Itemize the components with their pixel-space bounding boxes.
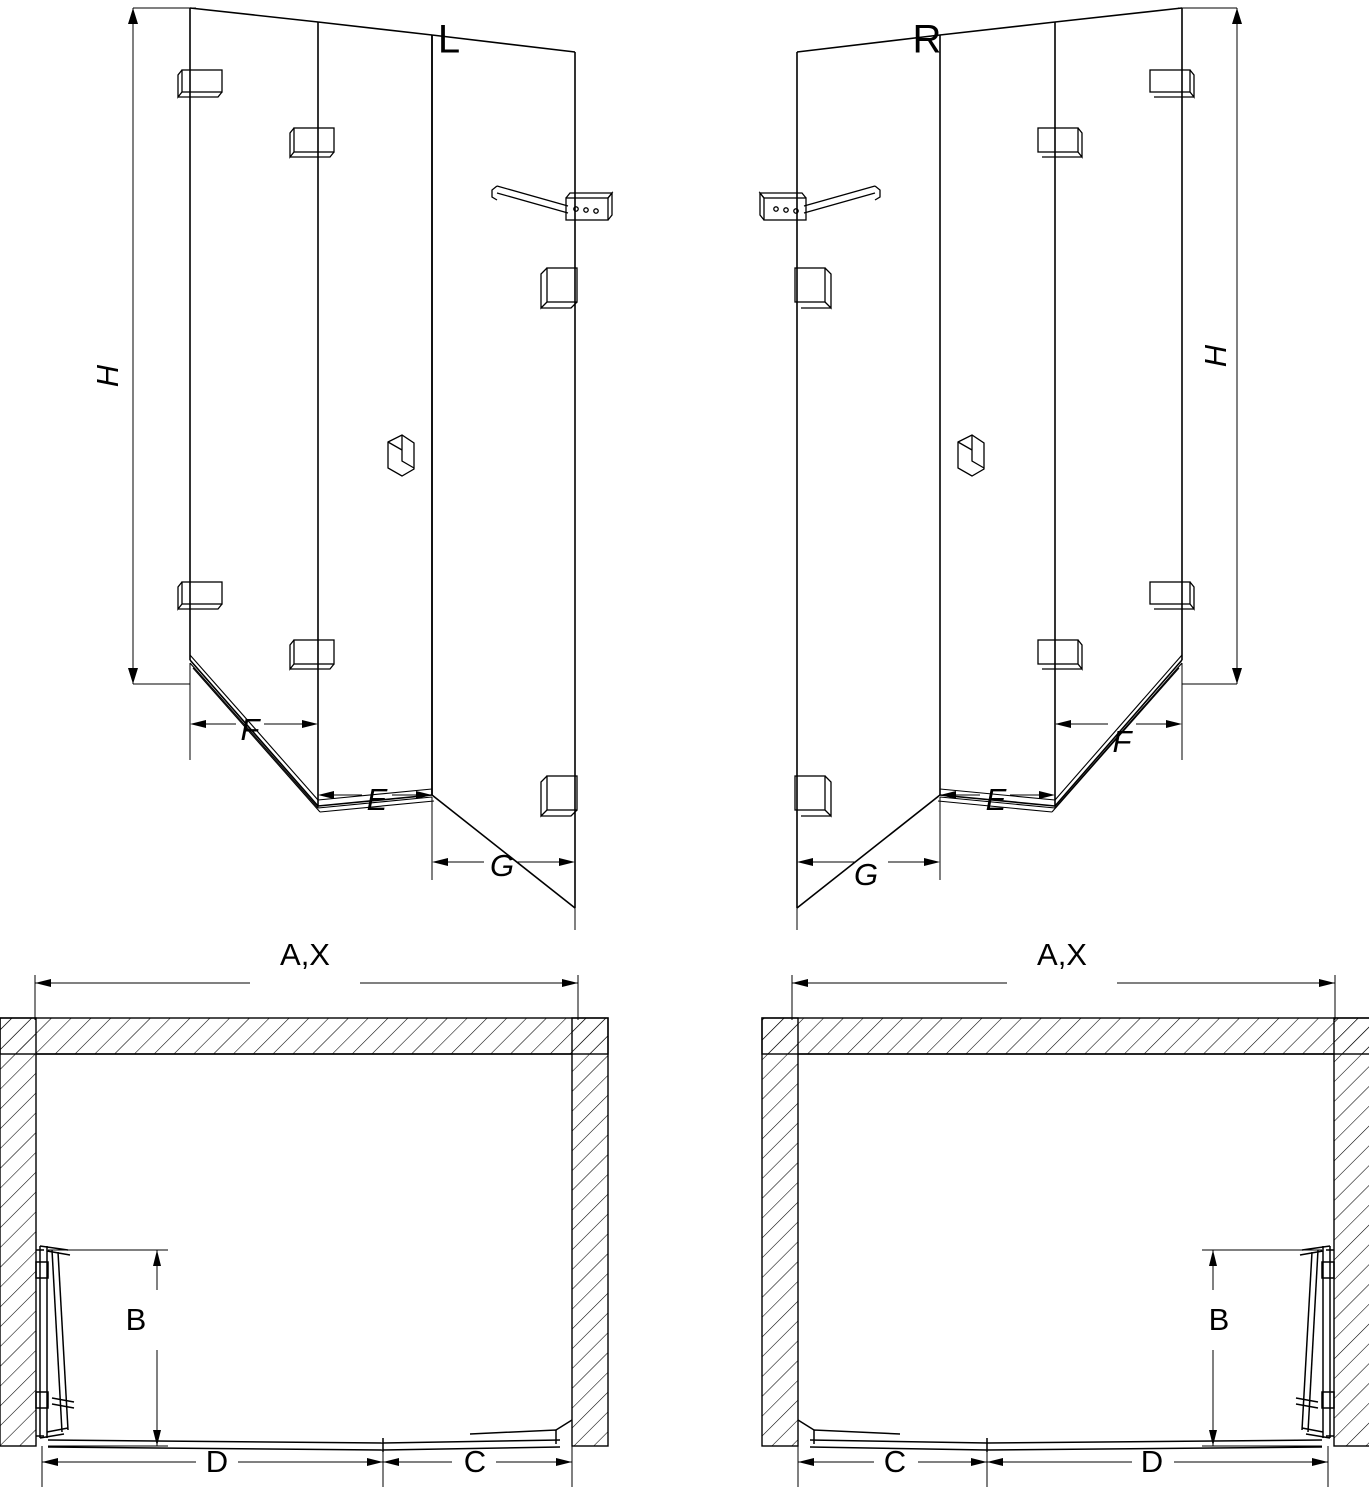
dim-panel-g-right: G: [853, 857, 879, 892]
dim-panel-f-left: F: [240, 712, 260, 747]
dim-c-right-plan: C: [883, 1444, 907, 1479]
left-plan-view: [0, 975, 608, 1487]
dim-width-right-plan: A,X: [1037, 937, 1087, 972]
dim-width-left-plan: A,X: [280, 937, 330, 972]
dim-c-left-plan: C: [463, 1444, 487, 1479]
variant-label-right: R: [912, 17, 942, 62]
dim-panel-e-right: E: [985, 782, 1007, 817]
dim-height-left: H: [90, 364, 125, 388]
dim-b-left-plan: B: [125, 1302, 147, 1337]
variant-label-left: L: [437, 17, 461, 62]
dim-height-right: H: [1198, 344, 1233, 368]
dim-d-left-plan: D: [205, 1444, 229, 1479]
dim-panel-f-right: F: [1112, 724, 1132, 759]
dim-panel-g-left: G: [489, 848, 515, 883]
dim-d-right-plan: D: [1140, 1444, 1164, 1479]
right-plan-view: [762, 975, 1369, 1487]
dim-b-right-plan: B: [1208, 1302, 1230, 1337]
dim-panel-e-left: E: [366, 782, 388, 817]
